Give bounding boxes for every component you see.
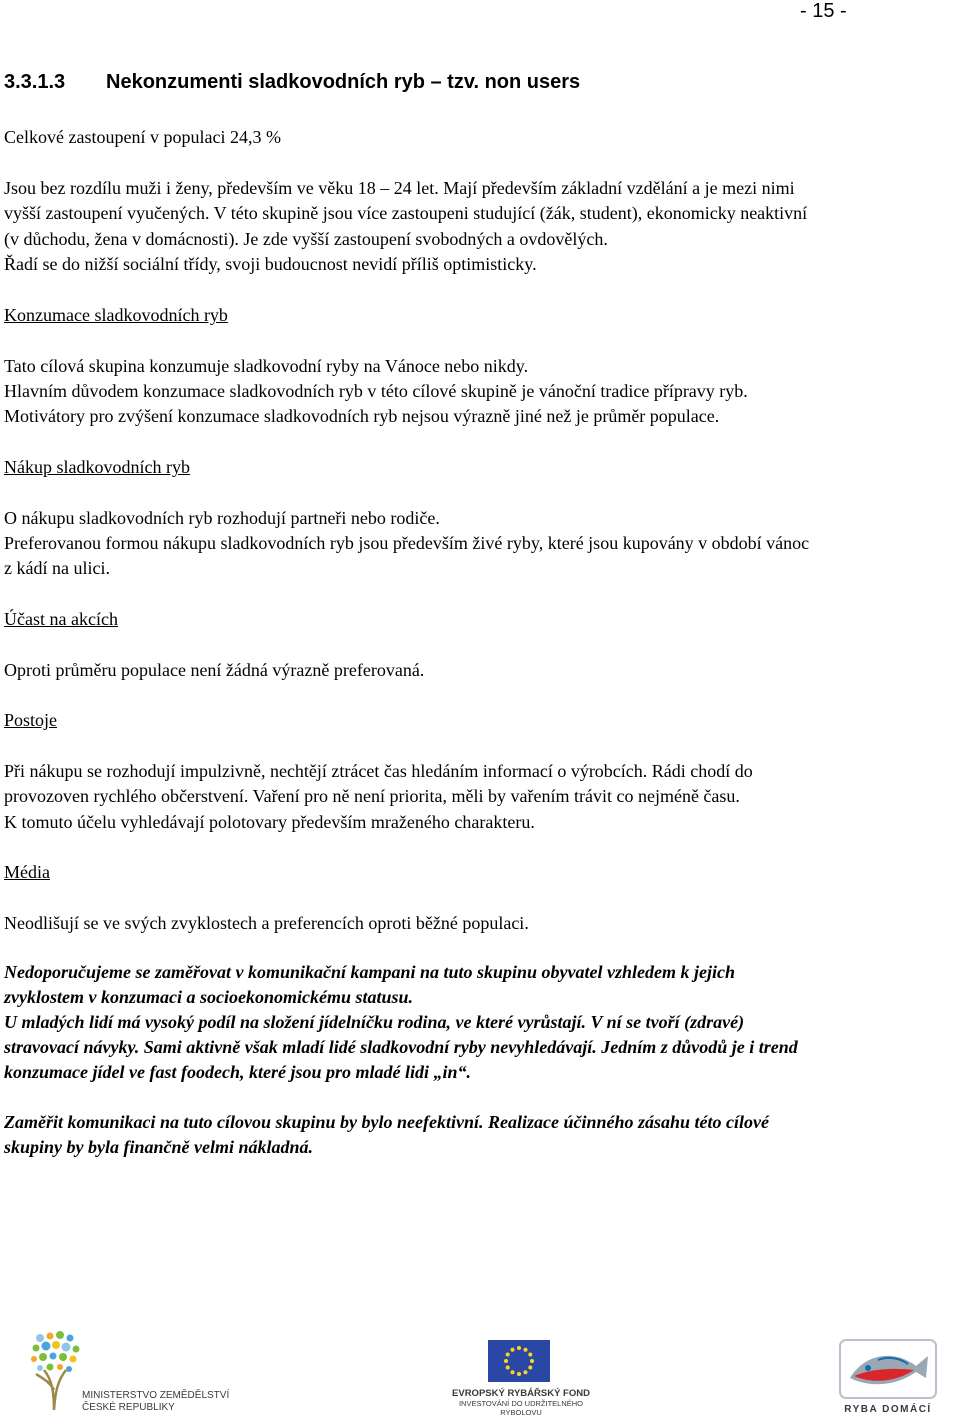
ryba-domaci-text: RYBA DOMÁCÍ	[844, 1404, 932, 1415]
paragraph-line: (v důchodu, žena v domácnosti). Je zde vyšší zastoupení svobodných a ovdovělých.	[4, 229, 608, 249]
consumption-heading: Konzumace sladkovodních ryb	[4, 305, 228, 325]
paragraph-line: stravovací návyky. Sami aktivně však mladí lidé sladkovodní ryby nevyhledávají. Jedním z důvodů je i trend	[4, 1037, 798, 1057]
eu-fund-subtitle: INVESTOVÁNÍ DO UDRŽITELNÉHO	[458, 1399, 584, 1408]
paragraph-line: Při nákupu se rozhodují impulzivně, nechtějí ztrácet čas hledáním informací o výrobcích. Rádi chodí do	[4, 761, 753, 781]
paragraph-line: U mladých lidí má vysoký podíl na složení jídelníčku rodina, ve které vyrůstají. V ní se tvoří (zdravé)	[4, 1012, 745, 1032]
paragraph-line: konzumace jídel ve fast foodech, které jsou pro mladé lidi „in“.	[4, 1062, 471, 1082]
paragraph-line: skupiny by byla finančně velmi nákladná.	[4, 1137, 314, 1157]
eu-fund-name: EVROPSKÝ RYBÁŘSKÝ FOND	[452, 1388, 590, 1399]
paragraph-line: provozoven rychlého občerstvení. Vaření pro ně není priorita, měli by vařením trávit co nejméně času.	[4, 786, 740, 806]
paragraph-line: zvyklostem v konzumaci a socioekonomickému statusu.	[4, 987, 414, 1007]
ministry-name-line: MINISTERSTVO ZEMĚDĚLSTVÍ	[82, 1390, 230, 1401]
purchase-heading: Nákup sladkovodních ryb	[4, 457, 190, 477]
section-heading	[4, 70, 580, 94]
population-share: Celkové zastoupení v populaci 24,3 %	[4, 127, 281, 147]
fish-icon	[838, 1338, 938, 1400]
eu-fund-subtitle: RYBOLOVU	[500, 1408, 542, 1417]
paragraph-line: Oproti průměru populace není žádná výrazně preferovaná.	[4, 660, 425, 680]
paragraph-line: Řadí se do nižší sociální třídy, svoji budoucnost nevidí příliš optimisticky.	[4, 254, 537, 274]
paragraph-line: z kádí na ulici.	[4, 558, 110, 578]
section-number: 3.3.1.3	[4, 71, 66, 93]
eu-flag-icon	[488, 1340, 550, 1382]
paragraph-line: Jsou bez rozdílu muži i ženy, především ve věku 18 – 24 let. Mají především základní vzdělání a je mezi nimi	[4, 178, 795, 198]
paragraph-line: Motivátory pro zvýšení konzumace sladkovodních ryb nejsou výrazně jiné než je průměr populace.	[4, 406, 720, 426]
eu-fund-logo	[446, 1340, 596, 1418]
attitudes-heading: Postoje	[4, 710, 58, 730]
paragraph-line: K tomuto účelu vyhledávají polotovary především mraženého charakteru.	[4, 812, 535, 832]
paragraph-line: vyšší zastoupení vyučených. V této skupině jsou více zastoupeni studující (žák, student), ekonomicky neaktivní	[4, 203, 808, 223]
paragraph-line: Neodlišují se ve svých zvyklostech a preferencích oproti běžné populaci.	[4, 913, 529, 933]
paragraph-line: Hlavním důvodem konzumace sladkovodních ryb v této cílové skupině je vánoční tradice přípravy ryb.	[4, 381, 748, 401]
ryba-domaci-logo	[836, 1338, 940, 1418]
ministry-logo	[28, 1330, 258, 1416]
paragraph-line: O nákupu sladkovodních ryb rozhodují partneři nebo rodiče.	[4, 508, 440, 528]
paragraph-line: Nedoporučujeme se zaměřovat v komunikační kampani na tuto skupinu obyvatel vzhledem k jejich	[4, 962, 736, 982]
paragraph-line: Zaměřit komunikaci na tuto cílovou skupinu by bylo neefektivní. Realizace účinného zásahu této cílové	[4, 1112, 770, 1132]
page-number: - 15 -	[800, 0, 847, 22]
paragraph-line: Tato cílová skupina konzumuje sladkovodní ryby na Vánoce nebo nikdy.	[4, 356, 529, 376]
ministry-name-line: ČESKÉ REPUBLIKY	[82, 1402, 175, 1413]
paragraph-line: Preferovanou formou nákupu sladkovodních ryb jsou především živé ryby, které jsou kupovány v období vánoc	[4, 533, 810, 553]
media-heading: Média	[4, 862, 50, 882]
tree-icon	[28, 1330, 90, 1414]
section-title: Nekonzumenti sladkovodních ryb – tzv. non users	[106, 71, 581, 93]
events-heading: Účast na akcích	[4, 609, 118, 629]
